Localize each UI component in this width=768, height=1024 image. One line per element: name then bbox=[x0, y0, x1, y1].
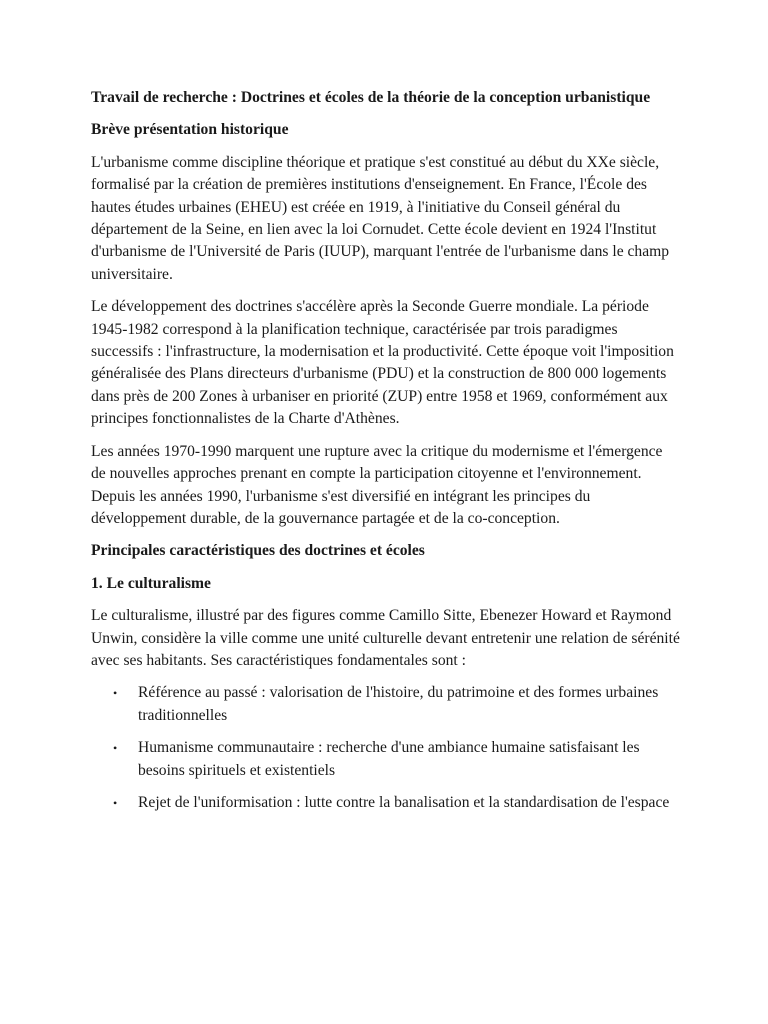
paragraph-history-2: Le développement des doctrines s'accélère après la Seconde Guerre mondiale. La période 1945-1982 correspond à la planification technique, caractérisée par trois paradigmes successifs : l'infrastructure, la modernisation et la productivité. Cette époque voit l'imposition généralisée des Plans directeurs d'urbanisme (PDU) et la construction de 800 000 logements dans près de 200 Zones à urbaniser en priorité (ZUP) entre 1958 et 1969, conformément aux principes fonctionnalistes de la Charte d'Athènes. bbox=[91, 298, 674, 428]
bullet-icon: • bbox=[113, 686, 118, 701]
document-page bbox=[91, 87, 681, 824]
section-heading-characteristics: Principales caractéristiques des doctrines et écoles bbox=[91, 542, 425, 560]
subsection-heading-culturalism: 1. Le culturalisme bbox=[91, 574, 211, 592]
list-item bbox=[113, 737, 681, 782]
bullet-icon: • bbox=[113, 795, 118, 810]
list-item bbox=[113, 682, 681, 727]
bullet-icon: • bbox=[113, 741, 118, 756]
list-item bbox=[113, 792, 681, 814]
paragraph-history-3: Les années 1970-1990 marquent une rupture avec la critique du modernisme et l'émergence de nouvelles approches prenant en compte la participation citoyenne et l'environnement. Depuis les années 1990, l'urbanisme s'est diversifié en intégrant les principes du développement durable, de la gouvernance partagée et de la co-conception. bbox=[91, 442, 663, 527]
culturalism-list bbox=[91, 682, 681, 814]
document-title: Travail de recherche : Doctrines et écoles de la théorie de la conception urbanistique bbox=[91, 89, 651, 106]
list-item-text: Rejet de l'uniformisation : lutte contre la banalisation et la standardisation de l'espace bbox=[138, 793, 670, 811]
list-item-text: Humanisme communautaire : recherche d'une ambiance humaine satisfaisant les besoins spirituels et existentiels bbox=[138, 739, 640, 779]
paragraph-history-1: L'urbanisme comme discipline théorique et pratique s'est constitué au début du XXe siècle, formalisé par la création de premières institutions d'enseignement. En France, l'École des hautes études urbaines (EHEU) est créée en 1919, à l'initiative du Conseil général du département de la Seine, en lien avec la loi Cornudet. Cette école devient en 1924 l'Institut d'urbanisme de l'Université de Paris (IUUP), marquant l'entrée de l'urbanisme dans le champ universitaire. bbox=[91, 153, 670, 283]
section-heading-history: Brève présentation historique bbox=[91, 121, 289, 139]
paragraph-culturalism-intro: Le culturalisme, illustré par des figures comme Camillo Sitte, Ebenezer Howard et Raymond Unwin, considère la ville comme une unité culturelle devant entretenir une relation de sérénité avec ses habitants. Ses caractéristiques fondamentales sont : bbox=[91, 607, 680, 669]
list-item-text: Référence au passé : valorisation de l'histoire, du patrimoine et des formes urbaines traditionnelles bbox=[138, 684, 659, 724]
